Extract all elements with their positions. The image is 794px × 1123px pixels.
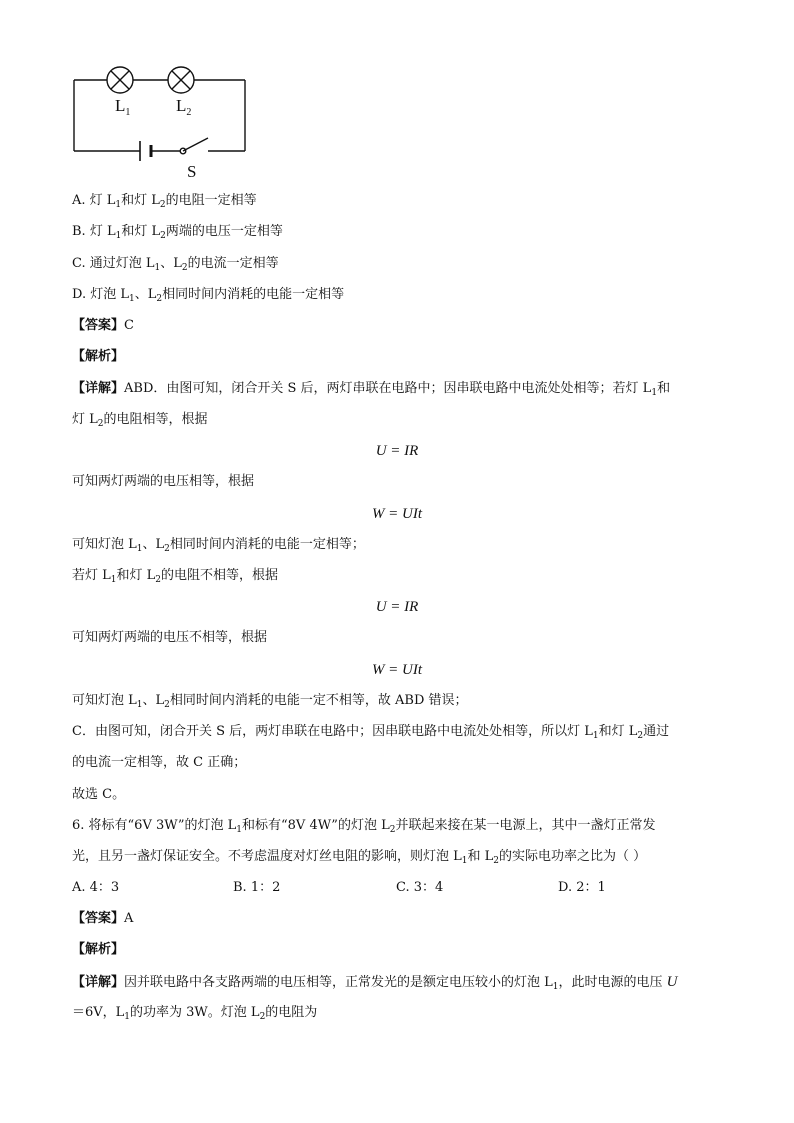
q6-option-a: A. 4：3 bbox=[72, 880, 120, 895]
q5-detail-line-1: 【详解】ABD．由图可知，闭合开关 S 后，两灯串联在电路中；因串联电路中电流处处相等；若灯 $L_1$和 bbox=[72, 381, 671, 398]
q5-answer: 【答案】C bbox=[72, 318, 134, 333]
switch-label: S bbox=[187, 162, 197, 181]
formula-energy-2: W = UIt bbox=[371, 662, 423, 678]
circuit-diagram bbox=[60, 60, 260, 185]
q5-option-d: D. 灯泡 $L_1$、$L_2$相同时间内消耗的电能一定相等 bbox=[72, 287, 345, 304]
formula-ohm-1: U = IR bbox=[375, 443, 419, 459]
q6-option-c: C. 3：4 bbox=[396, 880, 444, 895]
q5-option-b: B. 灯 $L_1$和灯 $L_2$两端的电压一定相等 bbox=[72, 224, 283, 241]
q5-detail-line-10: 故选 C。 bbox=[72, 787, 126, 802]
q5-detail-line-5: 若灯 $L_1$和灯 $L_2$的电阻不相等，根据 bbox=[72, 568, 279, 585]
q6-option-b: B. 1：2 bbox=[233, 880, 281, 895]
q5-analysis-heading: 【解析】 bbox=[72, 349, 125, 364]
q5-option-a: A. 灯 $L_1$和灯 $L_2$的电阻一定相等 bbox=[72, 193, 257, 210]
formula-energy-1: W = UIt bbox=[371, 506, 423, 522]
q6-answer: 【答案】A bbox=[72, 911, 134, 926]
q5-detail-line-8: C．由图可知，闭合开关 S 后，两灯串联在电路中；因串联电路中电流处处相等，所以灯 $L_1$和灯 $L_2$通过 bbox=[72, 724, 670, 741]
q5-detail-line-9: 的电流一定相等，故 C 正确； bbox=[72, 755, 247, 770]
q6-detail-line-2: ＝6V，$L_1$的功率为 3W。灯泡 $L_2$的电阻为 bbox=[72, 1005, 318, 1022]
switch-blade bbox=[183, 138, 208, 151]
q5-detail-line-7: 可知灯泡 $L_1$、$L_2$相同时间内消耗的电能一定不相等，故 ABD 错误； bbox=[72, 693, 468, 710]
q5-option-c: C. 通过灯泡 $L_1$、$L_2$的电流一定相等 bbox=[72, 256, 279, 273]
q5-detail-line-4: 可知灯泡 $L_1$、$L_2$相同时间内消耗的电能一定相等； bbox=[72, 537, 365, 554]
lamp-1-label: $L_1$ bbox=[115, 96, 131, 118]
q5-detail-line-6: 可知两灯两端的电压不相等，根据 bbox=[72, 630, 268, 645]
q5-detail-line-3: 可知两灯两端的电压相等，根据 bbox=[72, 474, 255, 489]
q5-detail-line-2: 灯 $L_2$的电阻相等，根据 bbox=[72, 412, 208, 429]
q6-analysis-heading: 【解析】 bbox=[72, 942, 125, 957]
q6-option-d: D. 2：1 bbox=[558, 880, 606, 895]
q6-stem-line-1: 6. 将标有“6V 3W”的灯泡 $L_1$和标有“8V 4W”的灯泡 $L_2$并联起来接在某一电源上，其中一盏灯正常发 bbox=[72, 818, 656, 835]
q6-detail-line-1: 【详解】因并联电路中各支路两端的电压相等，正常发光的是额定电压较小的灯泡 $L_1$，此时电源的电压 U bbox=[72, 974, 678, 992]
q6-stem-line-2: 光，且另一盏灯保证安全。不考虑温度对灯丝电阻的影响，则灯泡 $L_1$和 $L_2$的实际电功率之比为（ ） bbox=[72, 849, 647, 866]
lamp-2-label: $L_2$ bbox=[176, 96, 192, 118]
formula-ohm-2: U = IR bbox=[375, 599, 419, 615]
